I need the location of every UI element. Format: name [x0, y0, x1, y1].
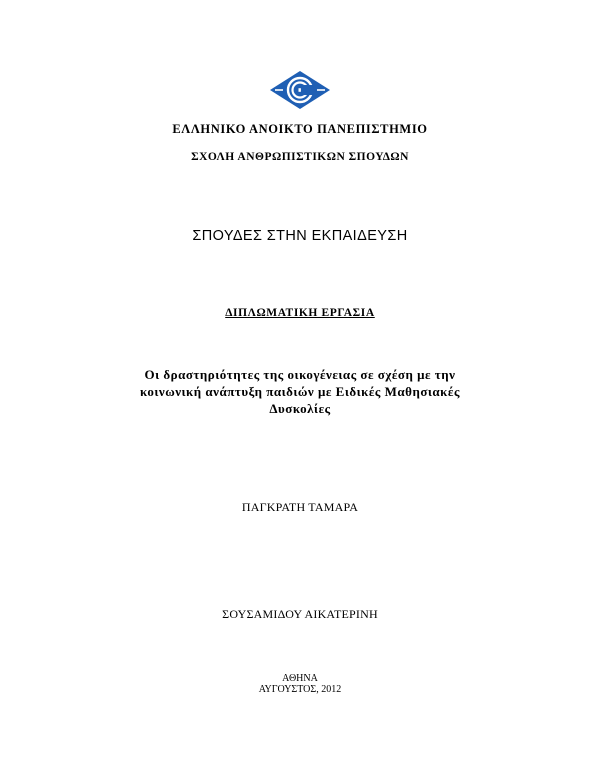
city-label: ΑΘΗΝΑ — [282, 673, 318, 684]
thesis-title — [100, 366, 500, 417]
program-name: ΣΠΟΥΔΕΣ ΣΤΗΝ ΕΚΠΑΙΔΕΥΣΗ — [192, 228, 408, 244]
thesis-title-line: Οι δραστηριότητες της οικογένειας σε σχέση με την — [144, 367, 456, 382]
thesis-type-heading: ΔΙΠΛΩΜΑΤΙΚΗ ΕΡΓΑΣΙΑ — [225, 307, 375, 319]
school-name: ΣΧΟΛΗ ΑΝΘΡΩΠΙΣΤΙΚΩΝ ΣΠΟΥΔΩΝ — [191, 151, 409, 163]
thesis-title-line: Δυσκολίες — [269, 401, 331, 416]
university-name: ΕΛΛΗΝΙΚΟ ΑΝΟΙΚΤΟ ΠΑΝΕΠΙΣΤΗΜΙΟ — [172, 122, 428, 136]
supervisor-name: ΣΟΥΣΑΜΙΔΟΥ ΑΙΚΑΤΕΡΙΝΗ — [222, 607, 378, 621]
university-logo-icon — [269, 70, 331, 110]
author-name: ΠΑΓΚΡΑΤΗ ΤΑΜΑΡΑ — [241, 500, 359, 514]
date-label: ΑΥΓΟΥΣΤΟΣ, 2012 — [258, 684, 342, 695]
thesis-title-line: κοινωνική ανάπτυξη παιδιών με Ειδικές Μαθησιακές — [140, 384, 460, 399]
